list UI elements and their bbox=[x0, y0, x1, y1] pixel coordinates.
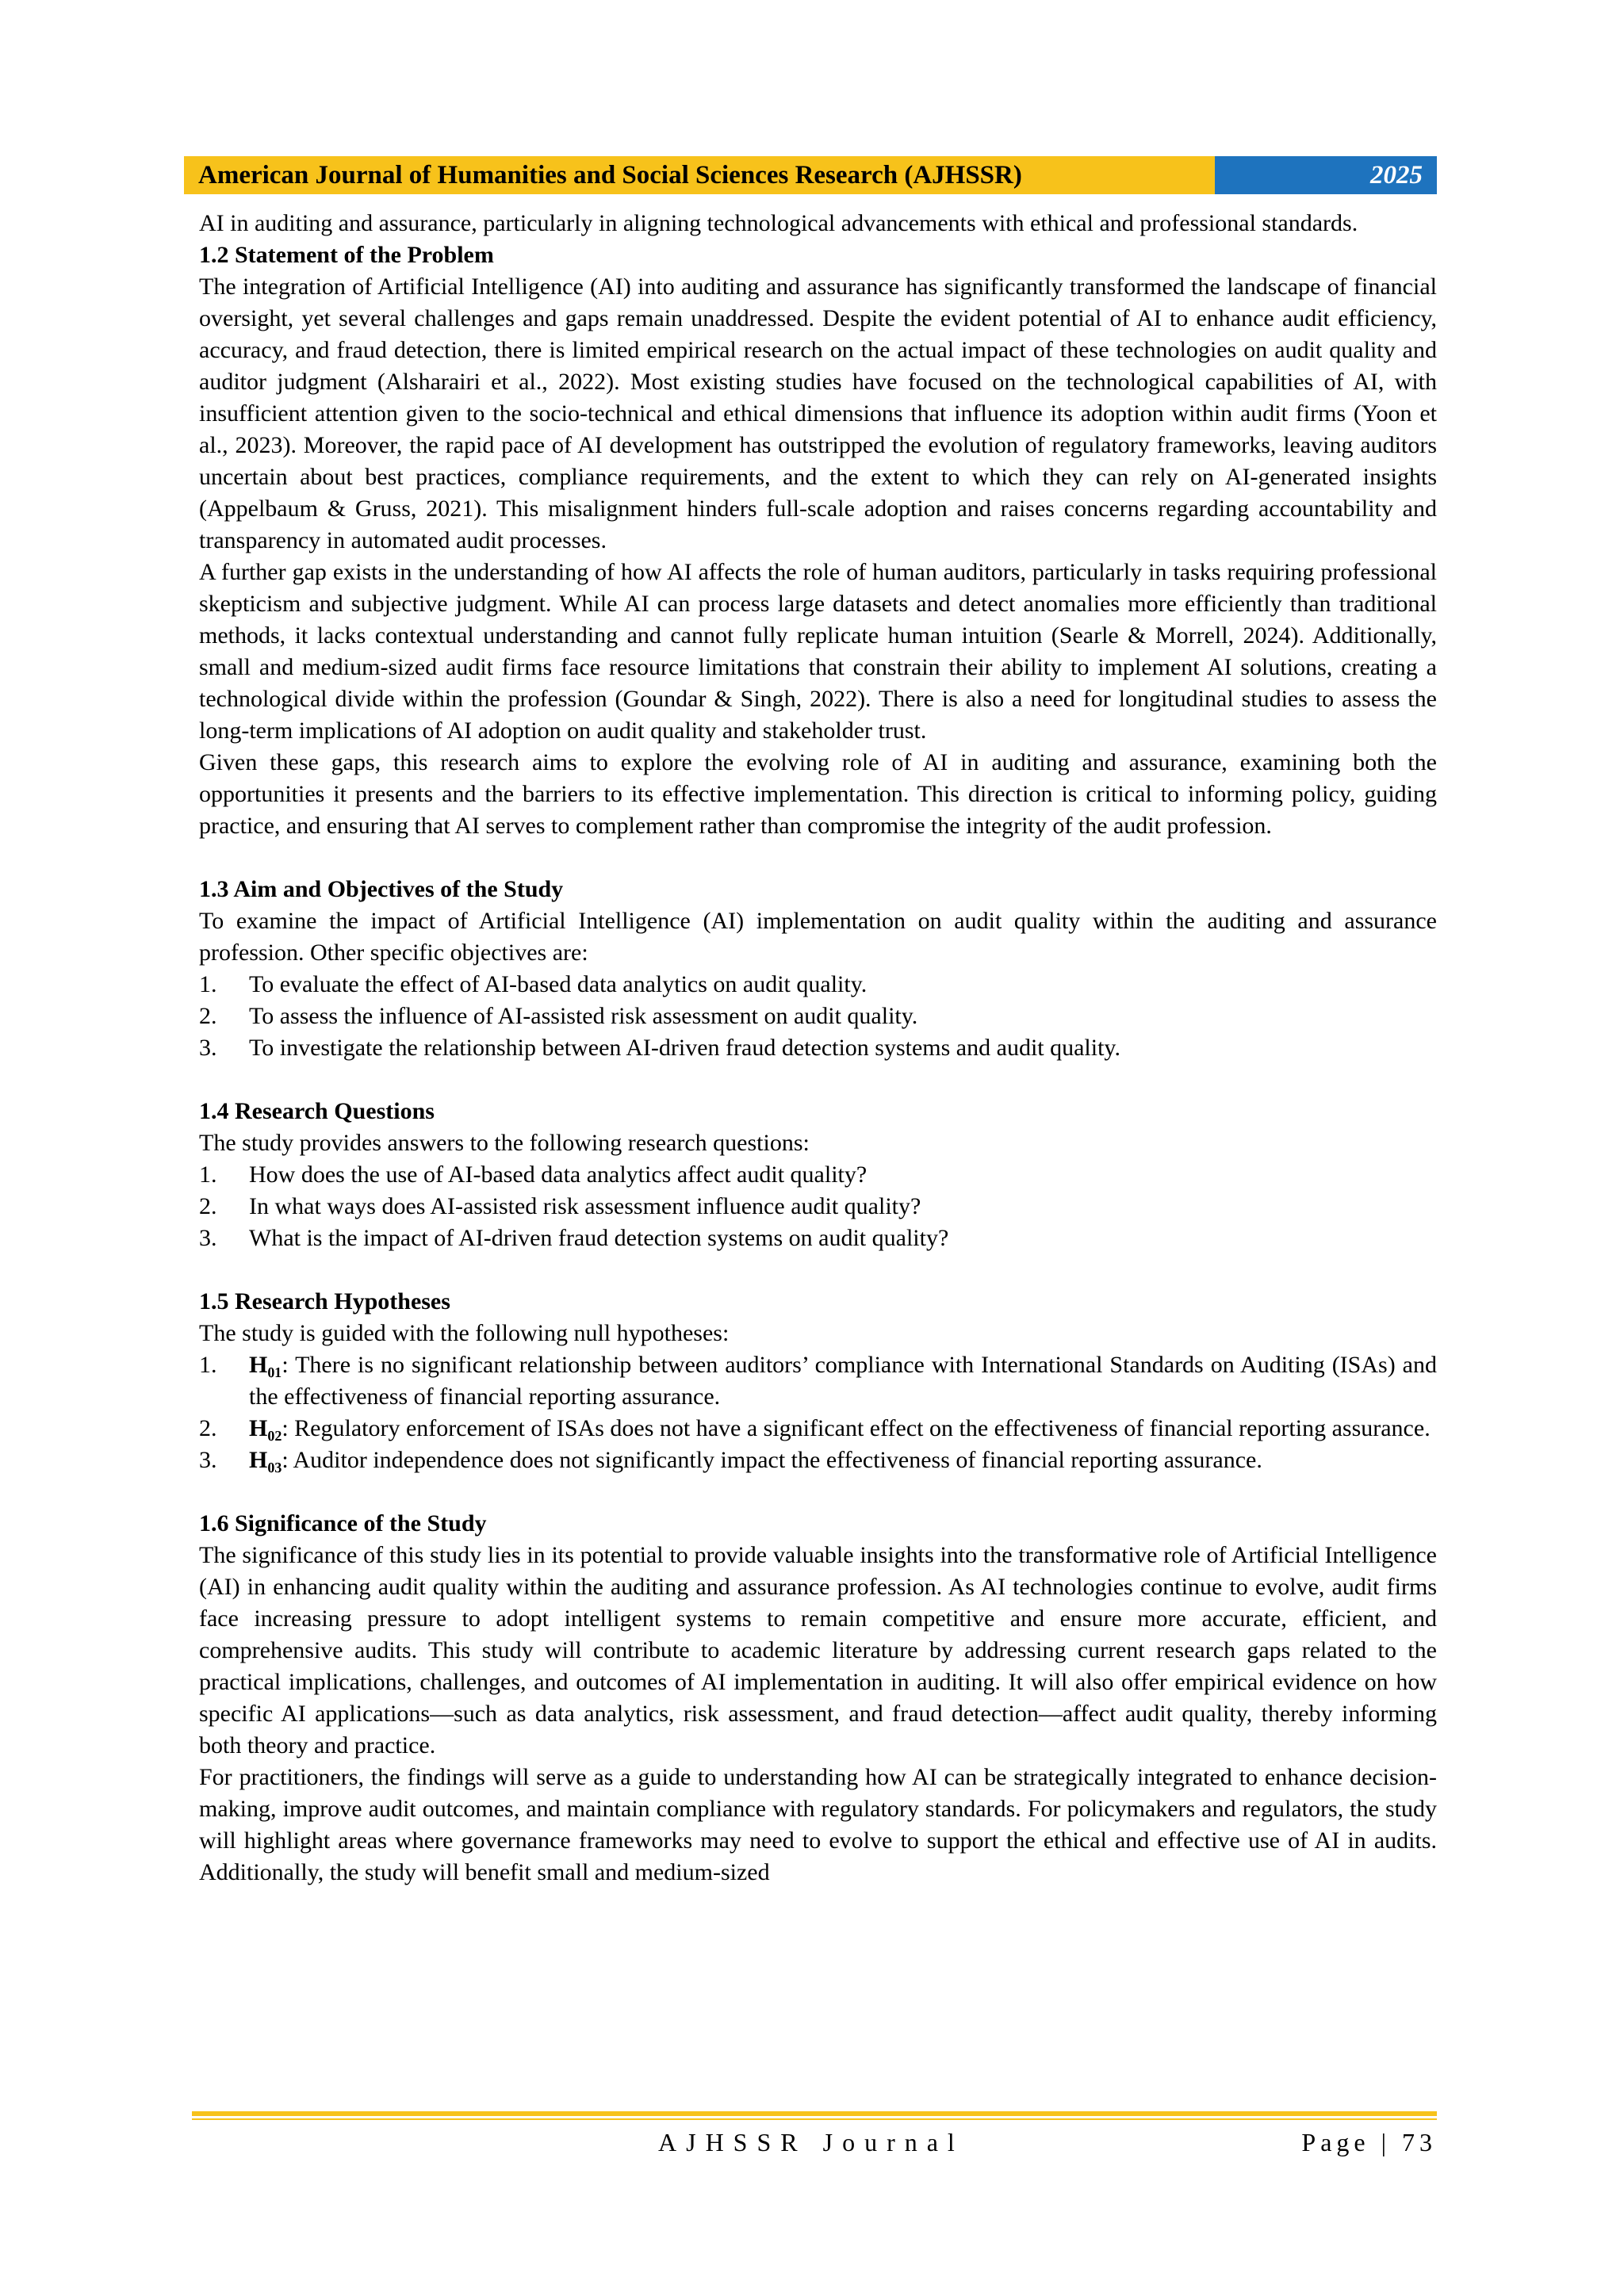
paragraph: To examine the impact of Artificial Intelligence (AI) implementation on audit quality within the auditing and assurance profession. Other specific objectives are: bbox=[199, 908, 1437, 966]
list-item bbox=[199, 1349, 1437, 1413]
heading-aim-objectives: 1.3 Aim and Objectives of the Study bbox=[199, 876, 564, 902]
list-number: 2. bbox=[199, 1003, 217, 1029]
list-number: 3. bbox=[199, 1035, 217, 1061]
list-text: : Auditor independence does not significantly impact the effectiveness of financial reporting assurance. bbox=[282, 1447, 1262, 1473]
hypothesis-label: H₀₃ bbox=[249, 1447, 282, 1473]
list-number: 1. bbox=[199, 971, 217, 997]
list-item bbox=[199, 1159, 1437, 1191]
list-number: 2. bbox=[199, 1415, 217, 1441]
list-text: How does the use of AI-based data analytics affect audit quality? bbox=[249, 1161, 868, 1188]
paragraph: The integration of Artificial Intelligence (AI) into auditing and assurance has significantly transformed the landscape of financial oversight, yet several challenges and gaps remain unaddressed. Despite the evident potential of AI to enhance audit efficiency, accuracy, and fraud detection, there is limited empirical research on the actual impact of these technologies on audit quality and auditor judgment (Alsharairi et al., 2022). Most existing studies have focused on the technological capabilities of AI, with insufficient attention given to the socio-technical and ethical dimensions that influence its adoption within audit firms (Yoon et al., 2023). Moreover, the rapid pace of AI development has outstripped the evolution of regulatory frameworks, leaving auditors uncertain about best practices, compliance requirements, and the extent to which they can rely on AI-generated insights (Appelbaum & Gruss, 2021). This misalignment hinders full-scale adoption and raises concerns regarding accountability and transparency in automated audit processes. bbox=[199, 274, 1437, 553]
list-item bbox=[199, 1223, 1437, 1254]
list-item bbox=[199, 1191, 1437, 1223]
list-text: What is the impact of AI-driven fraud detection systems on audit quality? bbox=[249, 1225, 949, 1251]
list-text: To assess the influence of AI-assisted risk assessment on audit quality. bbox=[249, 1003, 918, 1029]
paragraph: The significance of this study lies in its potential to provide valuable insights into the transformative role of Artificial Intelligence (AI) in enhancing audit quality within the auditing and assurance profession. As AI technologies continue to evolve, audit firms face increasing pressure to adopt intelligent systems to remain competitive and ensure more accurate, efficient, and comprehensive audits. This study will contribute to academic literature by addressing current research gaps related to the practical implications, challenges, and outcomes of AI implementation in auditing. It will also offer empirical evidence on how specific AI applications—such as data analytics, risk assessment, and fraud detection—affect audit quality, thereby informing both theory and practice. bbox=[199, 1542, 1437, 1758]
footer-rule-thin bbox=[192, 2118, 1437, 2120]
list-number: 1. bbox=[199, 1161, 217, 1188]
list-item bbox=[199, 1001, 1437, 1032]
heading-research-hypotheses: 1.5 Research Hypotheses bbox=[199, 1288, 450, 1314]
list-text: : Regulatory enforcement of ISAs does not have a significant effect on the effectiveness of financial reporting assurance. bbox=[282, 1415, 1431, 1441]
objectives-list bbox=[199, 969, 1437, 1064]
heading-research-questions: 1.4 Research Questions bbox=[199, 1098, 435, 1124]
footer-journal-name: AJHSSR Journal bbox=[658, 2128, 964, 2156]
page-body bbox=[199, 208, 1437, 1888]
list-item bbox=[199, 1413, 1437, 1445]
list-item bbox=[199, 1032, 1437, 1064]
footer-rule bbox=[192, 2111, 1437, 2116]
paragraph: A further gap exists in the understanding of how AI affects the role of human auditors, particularly in tasks requiring professional skepticism and subjective judgment. While AI can process large datasets and detect anomalies more efficiently than traditional methods, it lacks contextual understanding and cannot fully replicate human intuition (Searle & Morrell, 2024). Additionally, small and medium-sized audit firms face resource limitations that constrain their ability to implement AI solutions, creating a technological divide within the profession (Goundar & Singh, 2022). There is also a need for longitudinal studies to assess the long-term implications of AI adoption on audit quality and stakeholder trust. bbox=[199, 559, 1437, 744]
list-text: In what ways does AI-assisted risk assessment influence audit quality? bbox=[249, 1193, 921, 1219]
list-number: 3. bbox=[199, 1447, 217, 1473]
list-text: : There is no significant relationship between auditors’ compliance with International Standards on Auditing (ISAs) and the effectiveness of financial reporting assurance. bbox=[249, 1352, 1437, 1410]
hypotheses-list bbox=[199, 1349, 1437, 1476]
list-number: 3. bbox=[199, 1225, 217, 1251]
list-number: 1. bbox=[199, 1352, 217, 1378]
list-text: To evaluate the effect of AI-based data analytics on audit quality. bbox=[249, 971, 868, 997]
paragraph: Given these gaps, this research aims to explore the evolving role of AI in auditing and assurance, examining both the opportunities it presents and the barriers to its effective implementation. This direction is critical to informing policy, guiding practice, and ensuring that AI serves to complement rather than compromise the integrity of the audit profession. bbox=[199, 749, 1437, 839]
list-text: To investigate the relationship between AI-driven fraud detection systems and audit quality. bbox=[249, 1035, 1120, 1061]
heading-statement-of-problem: 1.2 Statement of the Problem bbox=[199, 242, 494, 268]
paragraph: The study provides answers to the following research questions: bbox=[199, 1130, 810, 1156]
journal-title: American Journal of Humanities and Social Sciences Research (AJHSSR) bbox=[184, 156, 1215, 194]
list-item bbox=[199, 969, 1437, 1001]
list-item bbox=[199, 1445, 1437, 1476]
heading-significance: 1.6 Significance of the Study bbox=[199, 1510, 487, 1536]
list-number: 2. bbox=[199, 1193, 217, 1219]
page-number: Page | 73 bbox=[1301, 2128, 1437, 2156]
intro-continuation: AI in auditing and assurance, particularly in aligning technological advancements with ethical and professional standards. bbox=[199, 210, 1358, 236]
hypothesis-label: H₀₁ bbox=[249, 1352, 282, 1378]
hypothesis-label: H₀₂ bbox=[249, 1415, 282, 1441]
running-header bbox=[184, 156, 1437, 194]
questions-list bbox=[199, 1159, 1437, 1254]
journal-year: 2025 bbox=[1215, 156, 1437, 194]
paragraph: The study is guided with the following null hypotheses: bbox=[199, 1320, 730, 1346]
paragraph: For practitioners, the findings will serve as a guide to understanding how AI can be strategically integrated to enhance decision-making, improve audit outcomes, and maintain compliance with regulatory standards. For policymakers and regulators, the study will highlight areas where governance frameworks may need to evolve to support the ethical and effective use of AI in audits. Additionally, the study will benefit small and medium-sized bbox=[199, 1764, 1437, 1885]
